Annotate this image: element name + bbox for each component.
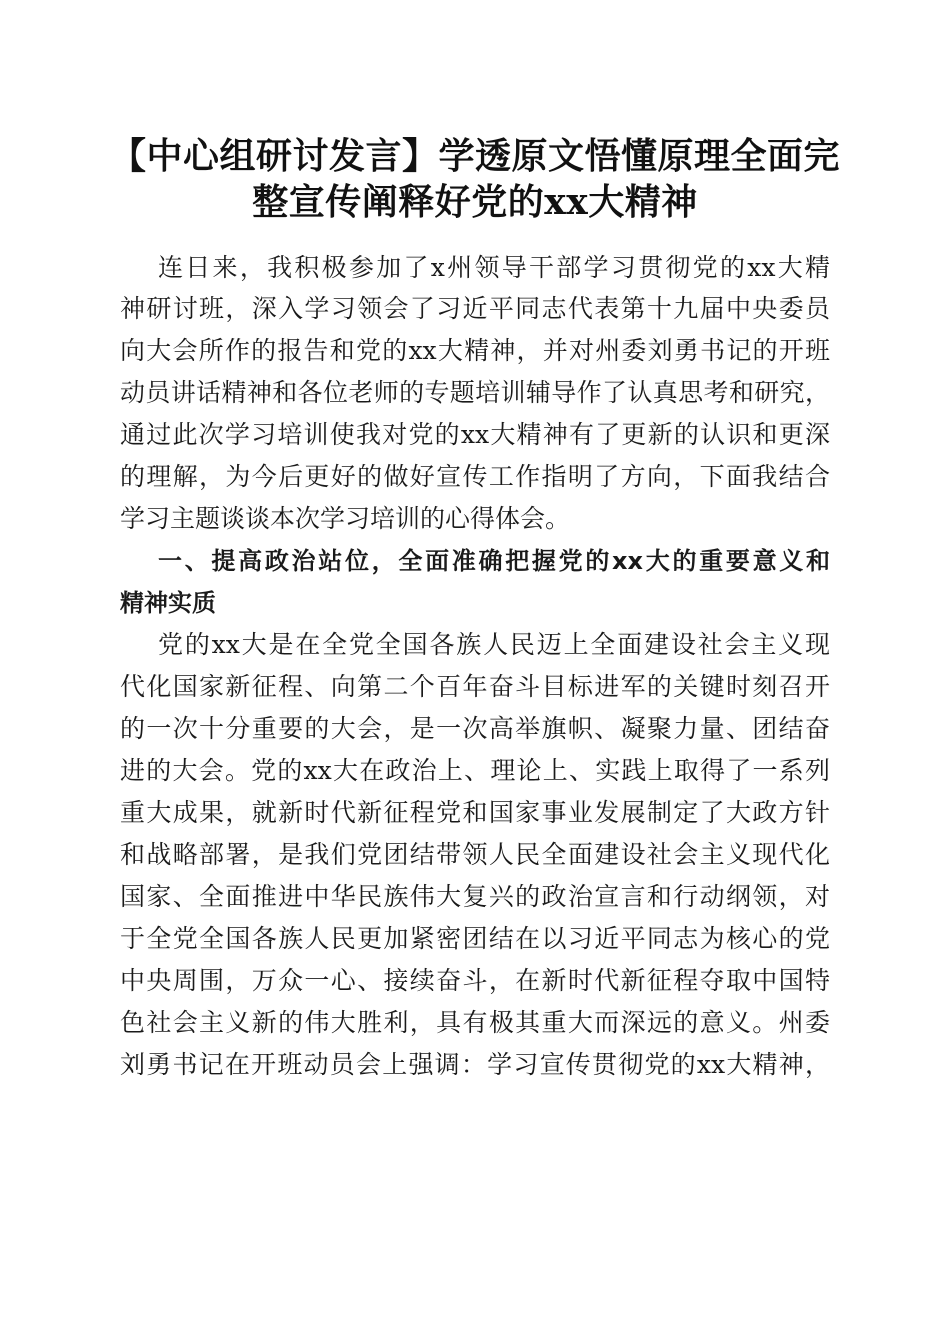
paragraph-line: 连日来，我积极参加了x州领导干部学习贯彻党的xx大精: [158, 253, 830, 282]
document-title-line-1: 【中心组研讨发言】学透原文悟懂原理全面完: [110, 135, 841, 177]
paragraph-line: 通过此次学习培训使我对党的xx大精神有了更新的认识和更深: [120, 420, 830, 449]
paragraph-line: 向大会所作的报告和党的xx大精神，并对州委刘勇书记的开班: [120, 336, 830, 365]
section-heading-line-2: 精神实质: [120, 589, 216, 617]
paragraph-line: 刘勇书记在开班动员会上强调：学习宣传贯彻党的xx大精神，: [120, 1050, 830, 1079]
paragraph-line: 党的xx大是在全党全国各族人民迈上全面建设社会主义现: [158, 630, 830, 659]
paragraph-line: 代化国家新征程、向第二个百年奋斗目标进军的关键时刻召开: [120, 672, 830, 701]
paragraph-line: 国家、全面推进中华民族伟大复兴的政治宣言和行动纲领，对: [120, 882, 830, 911]
paragraph-line: 色社会主义新的伟大胜利，具有极其重大而深远的意义。州委: [120, 1008, 830, 1037]
paragraph-line: 于全党全国各族人民更加紧密团结在以习近平同志为核心的党: [120, 924, 830, 953]
paragraph-line: 重大成果，就新时代新征程党和国家事业发展制定了大政方针: [120, 798, 830, 827]
paragraph-line: 进的大会。党的xx大在政治上、理论上、实践上取得了一系列: [120, 756, 830, 785]
paragraph-line: 的一次十分重要的大会，是一次高举旗帜、凝聚力量、团结奋: [120, 714, 830, 743]
paragraph-line: 的理解，为今后更好的做好宣传工作指明了方向，下面我结合: [120, 462, 830, 491]
paragraph-line: 神研讨班，深入学习领会了习近平同志代表第十九届中央委员: [120, 294, 830, 323]
paragraph-line: 和战略部署，是我们党团结带领人民全面建设社会主义现代化: [120, 840, 830, 869]
paragraph-line: 动员讲话精神和各位老师的专题培训辅导作了认真思考和研究，: [120, 378, 830, 407]
paragraph-line: 中央周围，万众一心、接续奋斗，在新时代新征程夺取中国特: [120, 966, 830, 995]
document-title-line-2: 整宣传阐释好党的xx大精神: [252, 181, 698, 223]
paragraph-line: 学习主题谈谈本次学习培训的心得体会。: [120, 504, 571, 533]
section-heading-line-1: 一、提高政治站位，全面准确把握党的xx大的重要意义和: [158, 547, 830, 575]
